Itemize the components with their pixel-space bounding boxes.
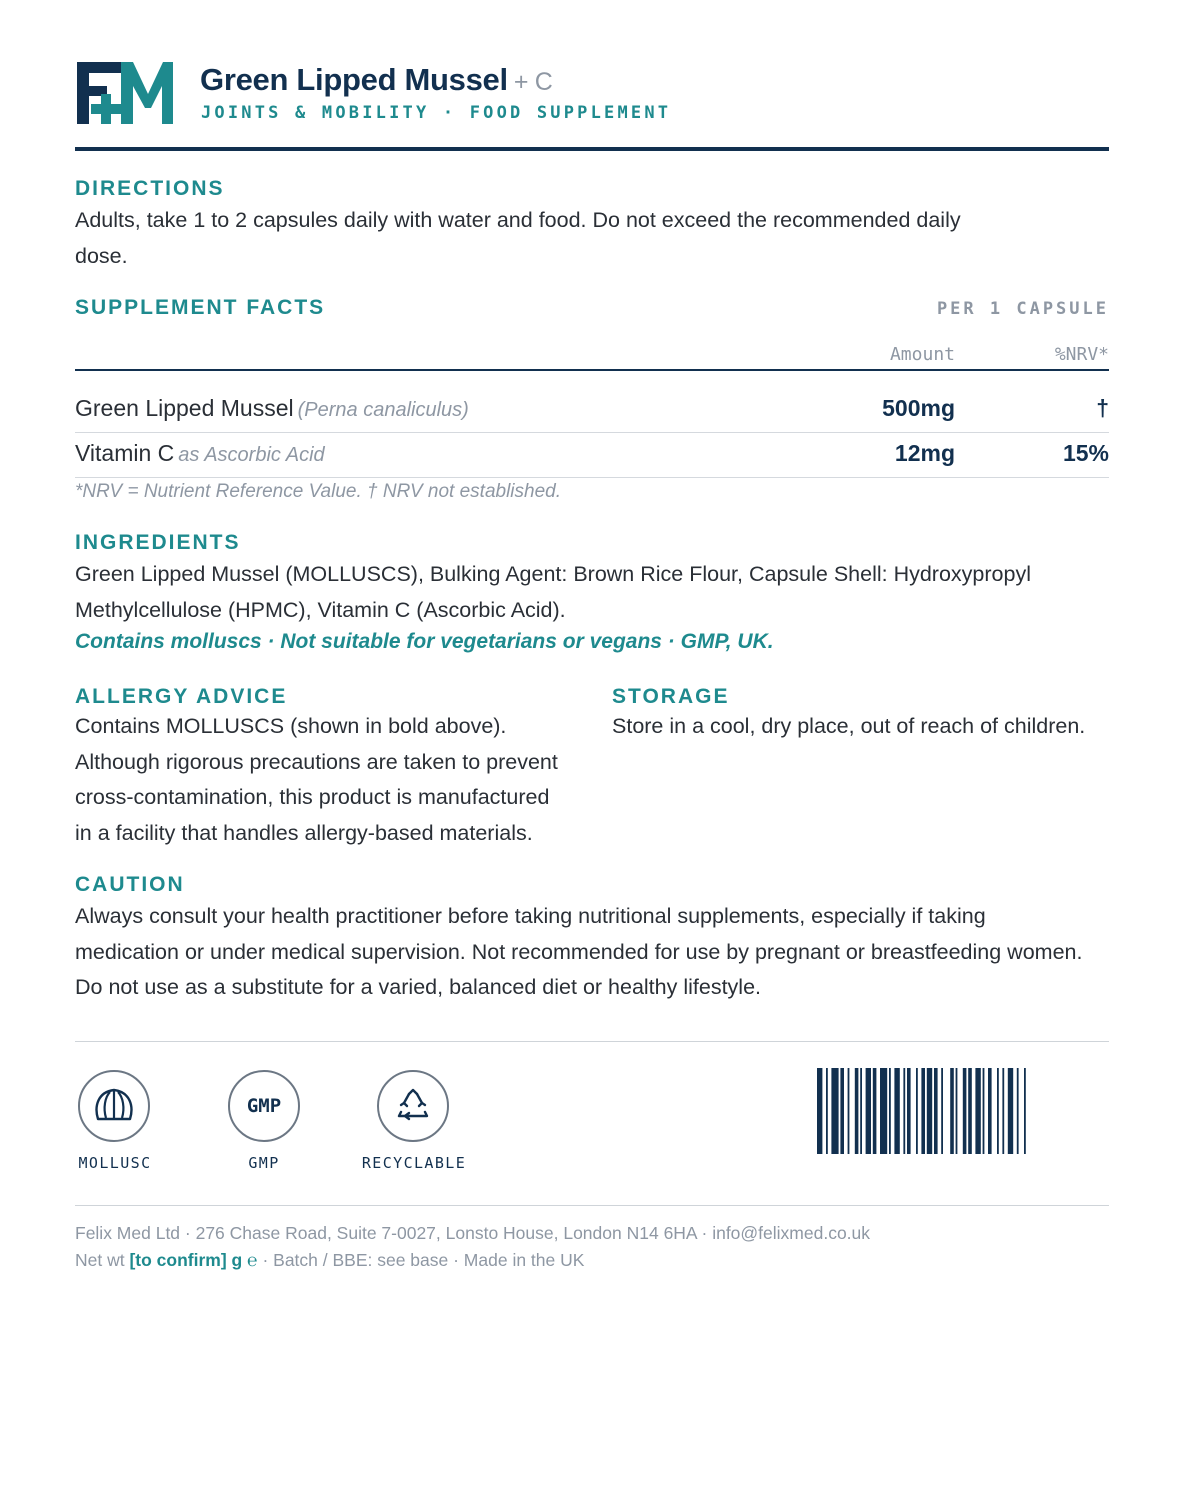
directions-line: Adults, take 1 to 2 capsules daily with water and food. Do not exceed the recommended daily xyxy=(75,208,961,232)
nutrient-source: (Perna canaliculus) xyxy=(297,399,469,421)
caution-line: medication or under medical supervision. Not recommended for use by pregnant or breastfeeding women. xyxy=(75,939,1083,964)
contains-statement: Contains molluscs · Not suitable for vegetarians or vegans · GMP, UK. xyxy=(75,630,774,653)
mollusc-badge xyxy=(78,1070,150,1142)
caution-line: Always consult your health practitioner before taking nutritional supplements, especially if taking xyxy=(75,904,986,928)
nutrient-nrv: † xyxy=(1096,395,1109,421)
barcode-bar xyxy=(934,1068,938,1154)
barcode-bar xyxy=(968,1068,972,1154)
caution-text xyxy=(75,899,1082,1006)
recycle-icon xyxy=(379,1072,447,1140)
facts-divider xyxy=(75,369,1109,371)
barcode-bar xyxy=(866,1068,871,1154)
barcode-bar xyxy=(880,1068,887,1154)
company-address: Felix Med Ltd · 276 Chase Road, Suite 7-0027, Lonsto House, London N14 6HA · info@felixmed.co.uk xyxy=(75,1223,871,1243)
barcode-bar xyxy=(817,1068,822,1154)
barcode-bar xyxy=(831,1068,838,1154)
product-title xyxy=(200,62,553,98)
allergy-line: Contains MOLLUSCS (shown in bold above). xyxy=(75,714,507,738)
caution-line: Do not use as a substitute for a varied, balanced diet or healthy lifestyle. xyxy=(75,975,762,999)
barcode-bar xyxy=(927,1068,932,1154)
barcode-bar xyxy=(916,1068,918,1154)
barcode-bar xyxy=(963,1068,967,1154)
barcode-bar xyxy=(941,1068,943,1154)
header-divider xyxy=(75,147,1109,151)
facts-row xyxy=(75,440,1109,480)
allergy-line: cross-contamination, this product is manufactured xyxy=(75,785,550,809)
net-suffix: · Batch / BBE: see base · Made in the UK xyxy=(257,1250,585,1270)
badge-label: MOLLUSC xyxy=(78,1154,152,1172)
barcode-bar xyxy=(983,1068,985,1154)
barcode-bar xyxy=(956,1068,958,1154)
nutrient-nrv: 15% xyxy=(1062,440,1109,466)
product-name: Green Lipped Mussel xyxy=(200,62,508,97)
nutrient-amount: 500mg xyxy=(882,395,955,421)
barcode-bar xyxy=(997,1068,999,1154)
col-amount-header: Amount xyxy=(889,344,955,365)
allergy-line: Although rigorous precautions are taken to prevent xyxy=(75,749,558,774)
brand-logo xyxy=(75,60,175,126)
nutrient-amount: 12mg xyxy=(894,440,955,466)
storage-heading: STORAGE xyxy=(612,685,730,708)
caution-heading: CAUTION xyxy=(75,873,185,896)
barcode-bar xyxy=(840,1068,844,1154)
barcode-bar xyxy=(1017,1068,1019,1154)
row-divider xyxy=(75,432,1109,433)
facts-serving: PER 1 CAPSULE xyxy=(936,299,1109,319)
ingredients-heading: INGREDIENTS xyxy=(75,531,241,554)
allergy-text xyxy=(75,709,558,851)
allergy-line: in a facility that handles allergy-based materials. xyxy=(75,820,533,845)
facts-heading: SUPPLEMENT FACTS xyxy=(75,296,326,319)
nutrient-source: as Ascorbic Acid xyxy=(178,444,325,466)
barcode-bar xyxy=(848,1068,850,1154)
nutrient-name xyxy=(75,440,325,467)
mollusc-shell-icon xyxy=(80,1072,148,1140)
ingredients-text xyxy=(75,557,1031,628)
barcode-bar xyxy=(988,1068,992,1154)
barcode-bar xyxy=(873,1068,877,1154)
product-suffix: + C xyxy=(513,68,553,96)
directions-heading: DIRECTIONS xyxy=(75,177,225,200)
badge-label: GMP xyxy=(248,1154,280,1172)
allergy-heading: ALLERGY ADVICE xyxy=(75,685,288,708)
ingredients-line: Methylcellulose (HPMC), Vitamin C (Ascorbic Acid). xyxy=(75,597,566,622)
ingredients-line: Green Lipped Mussel (MOLLUSCS), Bulking Agent: Brown Rice Flour, Capsule Shell: Hydroxypropyl xyxy=(75,562,1031,586)
barcode-bar xyxy=(889,1068,891,1154)
row-divider xyxy=(75,477,1109,478)
barcode-bar xyxy=(903,1068,905,1154)
gmp-badge xyxy=(228,1070,300,1142)
barcode-bar xyxy=(855,1068,859,1154)
barcode-bar xyxy=(860,1068,862,1154)
nutrient-label: Green Lipped Mussel xyxy=(75,395,294,421)
net-weight-value: [to confirm] g ℮ xyxy=(129,1250,258,1270)
col-nrv-header: %NRV* xyxy=(1054,344,1109,365)
nutrient-label: Vitamin C xyxy=(75,440,175,466)
barcode-bar xyxy=(950,1068,954,1154)
gmp-icon: GMP xyxy=(246,1095,282,1117)
recyclable-badge xyxy=(377,1070,449,1142)
directions-text xyxy=(75,203,961,274)
badge-label: RECYCLABLE xyxy=(361,1154,467,1172)
net-weight-line xyxy=(75,1250,584,1271)
footer-divider xyxy=(75,1205,1109,1206)
barcode xyxy=(817,1068,1107,1154)
barcode-bar xyxy=(907,1068,911,1154)
nrv-footnote: *NRV = Nutrient Reference Value. † NRV not established. xyxy=(75,481,562,502)
storage-text: Store in a cool, dry place, out of reach of children. xyxy=(612,714,1086,738)
barcode-bar xyxy=(894,1068,899,1154)
directions-line: dose. xyxy=(75,243,128,268)
nutrient-name xyxy=(75,395,469,422)
barcode-bar xyxy=(826,1068,828,1154)
icons-divider xyxy=(75,1041,1109,1042)
facts-row xyxy=(75,395,1109,435)
barcode-bar xyxy=(1024,1068,1026,1154)
product-subtitle: JOINTS & MOBILITY · FOOD SUPPLEMENT xyxy=(201,103,672,123)
barcode-bar xyxy=(975,1068,980,1154)
barcode-bar xyxy=(1002,1068,1004,1154)
net-prefix: Net wt xyxy=(75,1250,130,1270)
barcode-bar xyxy=(921,1068,925,1154)
barcode-bar xyxy=(1008,1068,1013,1154)
